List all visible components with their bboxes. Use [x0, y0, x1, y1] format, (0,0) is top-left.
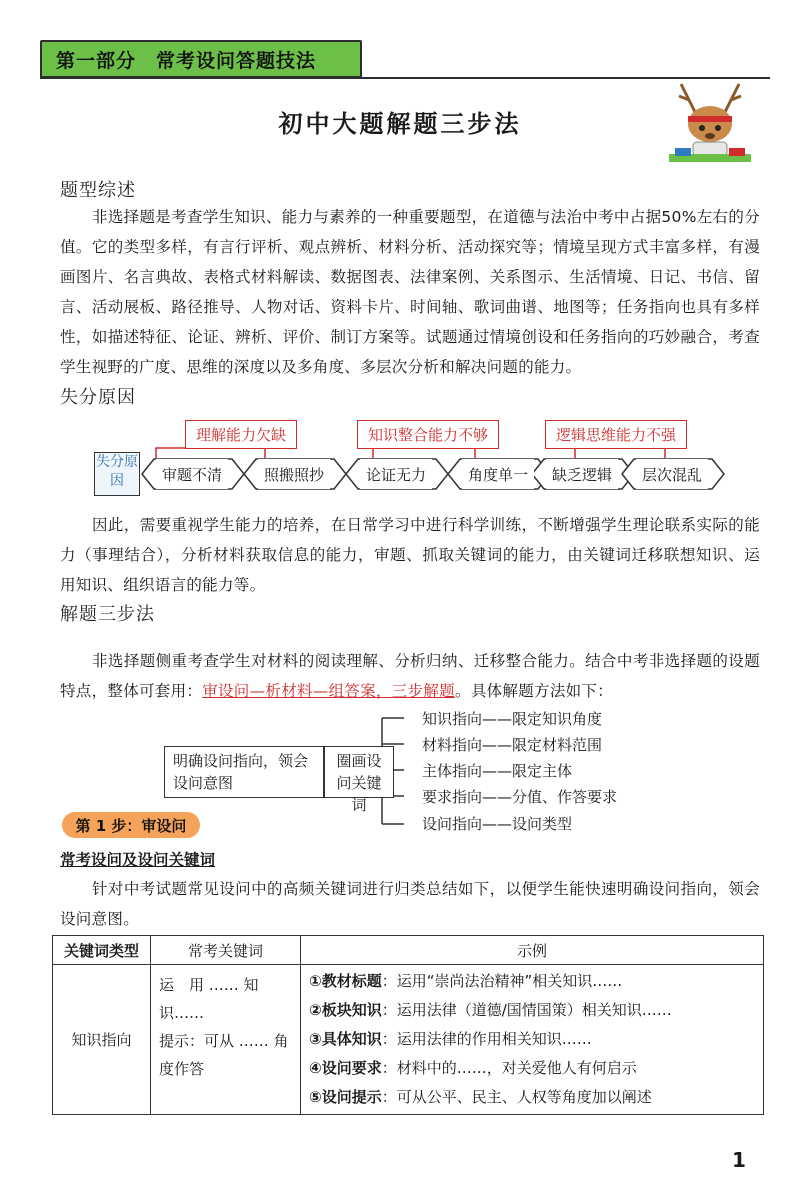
step-1-subheading: 常考设问及设问关键词	[60, 851, 216, 869]
section-title: 第一部分 常考设问答题技法	[56, 49, 317, 72]
loss-group-1: 理解能力欠缺	[185, 420, 297, 449]
page-title: 初中大题解题三步法	[278, 110, 522, 138]
loss-item-2: 照搬照抄	[258, 459, 330, 489]
example-line-5: ⑤设问提示：可从公平、民主、人权等角度加以阐述	[309, 1088, 652, 1106]
method-box-left: 明确设问指向，领会设问意图	[164, 746, 324, 798]
overview-paragraph: 非选择题是考查学生知识、能力与素养的一种重要题型，在道德与法治中考中占据50%左右的分值。它的类型多样，有言行评析、观点辨析、材料分析、活动探究等；情境呈现方式丰富多样，有漫画图片、名言典故、表格式材料解读、数据图表、法律案例、关系图示、生活情境、日记、书信、留言、活动展板、路径推导、人物对话、资料卡片、时间轴、歌词曲谱、地图等；任务指向也具有多样性，如描述特征、论证、辨析、评价、制订方案等。试题通过情境创设和任务指向的巧妙融合，考查学生视野的广度、思维的深度以及多角度、多层次分析和解决问题的能力。	[60, 208, 760, 376]
table-cell-type: 知识指向	[53, 965, 151, 1115]
loss-group-2: 知识整合能力不够	[357, 420, 499, 449]
loss-paragraph: 因此，需要重视学生能力的培养，在日常学习中进行科学训练，不断增强学生理论联系实际的能力（事理结合），分析材料获取信息的能力，审题、抓取关键词的能力，由关键词迁移联想知识、运用知识、组织语言的能力等。	[60, 516, 760, 594]
table-cell-examples	[301, 965, 764, 1115]
step-1-paragraph: 针对中考试题常见设问中的高频关键词进行归类总结如下，以便学生能快速明确设问指向，领会设问意图。	[60, 880, 760, 928]
keyword-line-1: 运 用 …… 知识……	[159, 976, 259, 1022]
table-header-type: 关键词类型	[53, 936, 151, 965]
overview-heading: 题型综述	[60, 180, 136, 201]
loss-item-1: 审题不清	[156, 459, 228, 489]
loss-item-5: 缺乏逻辑	[546, 459, 618, 489]
method-text-a: 非选择题侧重考查学生对材料的阅读理解、分析归纳、迁移整合能力。结合中考非选择题的设题特点，整体可套用：	[60, 652, 760, 700]
table-cell-keywords	[151, 965, 301, 1115]
loss-group-3: 逻辑思维能力不强	[545, 420, 687, 449]
section-banner	[40, 40, 362, 78]
method-branch-5: 设问指向——设问类型	[422, 815, 573, 833]
method-text-b: 。具体解题方法如下：	[455, 682, 614, 700]
method-heading: 解题三步法	[60, 604, 155, 625]
example-line-2: ②板块知识：运用法律（道德/国情国策）相关知识……	[309, 1001, 672, 1019]
keyword-line-2: 提示：可从 …… 角度作答	[159, 1032, 289, 1078]
method-box-mid: 圈画设问关键词	[324, 746, 394, 798]
loss-item-4: 角度单一	[462, 459, 534, 489]
header-rule	[40, 77, 770, 79]
table-header-keywords: 常考关键词	[151, 936, 301, 965]
method-branch-2: 材料指向——限定材料范围	[422, 736, 603, 754]
example-line-4: ④设问要求：材料中的……，对关爱他人有何启示	[309, 1059, 637, 1077]
method-paragraph	[60, 646, 760, 706]
method-branch-1: 知识指向——限定知识角度	[422, 710, 603, 728]
method-steps-highlight: 审设问—析材料—组答案，三步解题	[202, 682, 456, 700]
example-line-3: ③具体知识：运用法律的作用相关知识……	[309, 1030, 592, 1048]
method-branch-3: 主体指向——限定主体	[422, 762, 573, 780]
loss-label: 失分原因	[96, 454, 138, 489]
example-line-1: ①教材标题：运用“崇尚法治精神”相关知识……	[309, 972, 623, 990]
keyword-table	[52, 935, 764, 1115]
table-header-examples: 示例	[301, 936, 764, 965]
table-row	[53, 965, 764, 1115]
step-1-tag: 第 1 步：审设问	[62, 812, 200, 838]
method-branch-4: 要求指向——分值、作答要求	[422, 788, 618, 806]
deer-mascot-icon	[655, 82, 765, 164]
table-header-row	[53, 936, 764, 965]
loss-heading: 失分原因	[60, 387, 136, 408]
page-number: 1	[732, 1148, 746, 1172]
loss-item-3: 论证无力	[360, 459, 432, 489]
loss-item-6: 层次混乱	[636, 459, 708, 489]
loss-label-box	[94, 452, 140, 496]
